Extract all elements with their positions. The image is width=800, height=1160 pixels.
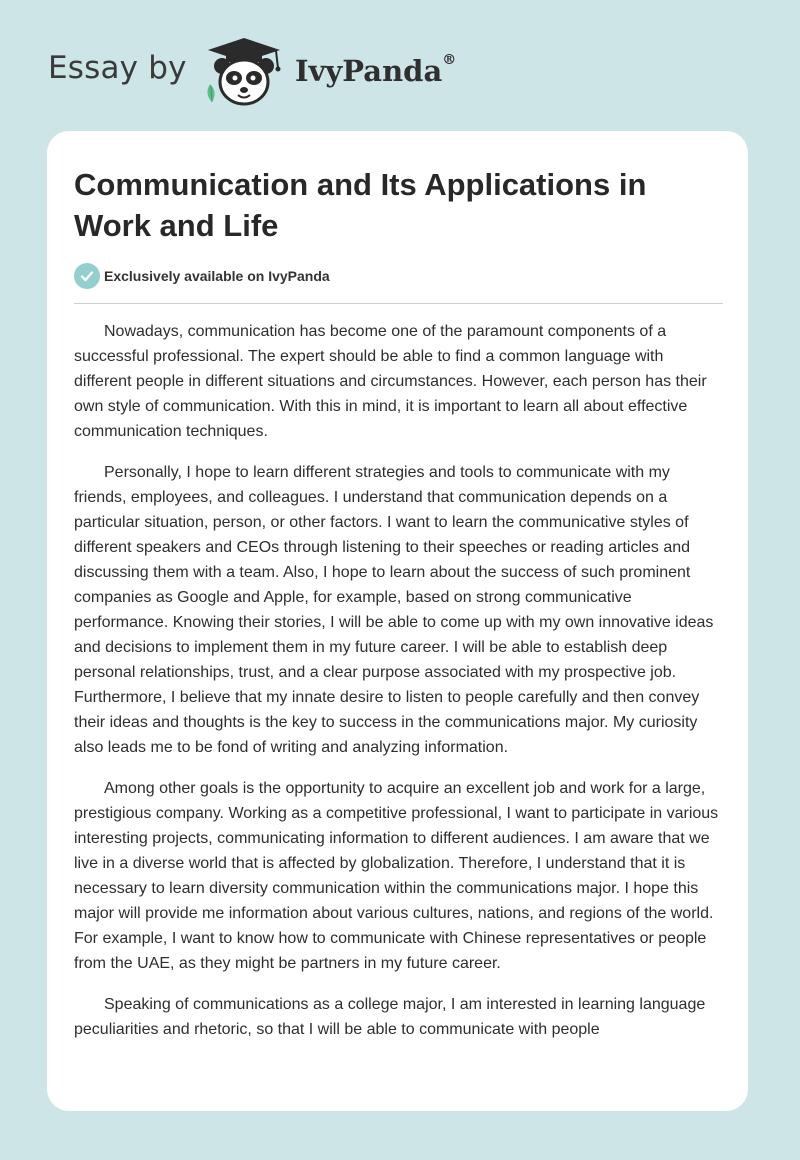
essay-body [74,319,724,1058]
exclusive-badge-label: Exclusively available on IvyPanda [104,268,330,284]
essay-by-label: Essay by [48,50,187,86]
paragraph: Personally, I hope to learn different strategies and tools to communicate with my friends, employees, and colleagues. I understand that communication depends on a particular situation, person, or other factors. I want to learn the communicative styles of different speakers and CEOs through listening to their speeches or reading articles and discussing them with a team. Also, I hope to learn about the success of such prominent companies as Google and Apple, for example, based on strong communicative performance. Knowing their stories, I will be able to come up with my own innovative ideas and decisions to implement them in my future career. I will be able to establish deep personal relationships, trust, and a clear purpose associated with my prospective job. Furthermore, I believe that my innate desire to listen to people carefully and then convey their ideas and thoughts is the key to success in the communications major. My curiosity also leads me to be fond of writing and analyzing information. [74,464,714,756]
paragraph: Speaking of communications as a college major, I am interested in learning language peculiarities and rhetoric, so that I will be able to communicate with people [74,996,706,1038]
brand-name: IvyPanda® [295,52,457,88]
page-title: Communication and Its Applications in Work and Life [74,167,647,243]
exclusive-badge [74,263,330,289]
paragraph: Among other goals is the opportunity to acquire an excellent job and work for a large, prestigious company. Working as a competitive professional, I want to participate in various interesting projects, communicating information to different audiences. I am aware that we live in a diverse world that is affected by globalization. Therefore, I understand that it is necessary to learn diversity communication within the communications major. I hope this major will provide me information about various cultures, nations, and regions of the world. For example, I want to know how to communicate with Chinese representatives or people from the UAE, as they might be partners in my future career. [74,780,719,972]
divider [74,303,723,304]
check-circle-icon [74,263,100,289]
panda-graduate-icon [202,36,286,108]
essay-card [47,131,748,1111]
paragraph: Nowadays, communication has become one of the paramount components of a successful professional. The expert should be able to find a common language with different people in different situations and circumstances. However, each person has their own style of communication. With this in mind, it is important to learn all about effective communication techniques. [74,323,707,440]
site-header [0,0,800,120]
